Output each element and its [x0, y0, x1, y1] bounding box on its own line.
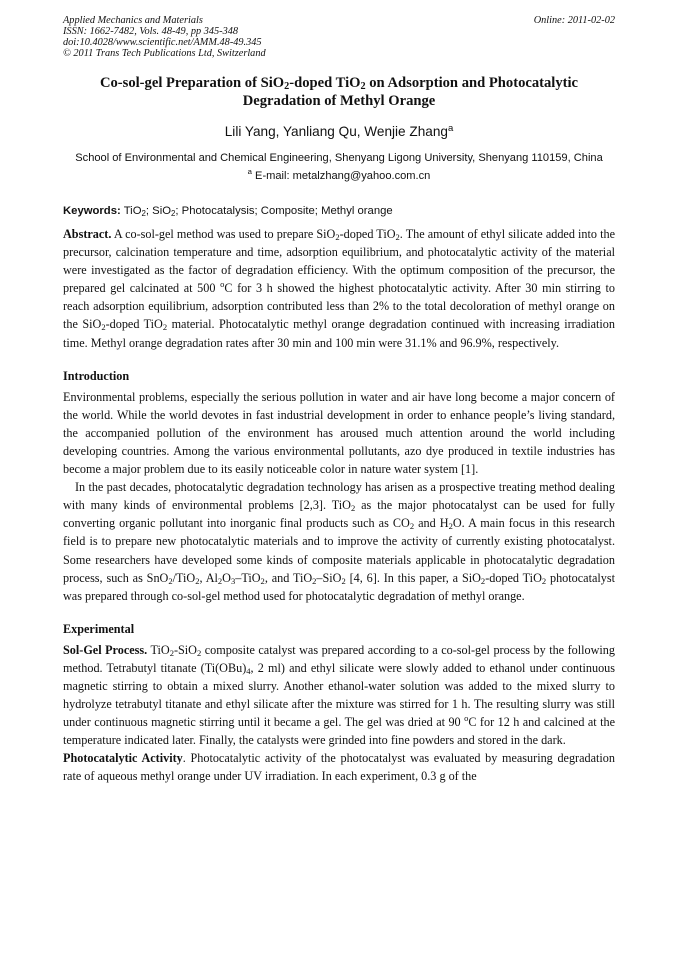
section-heading-experimental: Experimental	[63, 621, 135, 636]
affiliation-address: School of Environmental and Chemical Engineering, Shenyang Ligong University, Shenyang 110159, China	[75, 152, 603, 164]
doi-line: doi:10.4028/www.scientific.net/AMM.48-49.345	[63, 37, 262, 48]
copyright-line: © 2011 Trans Tech Publications Ltd, Switzerland	[63, 48, 266, 59]
abstract: Abstract. A co-sol-gel method was used to prepare SiO$_2$-doped TiO$_2$. The amount of ethyl silicate added into the precursor, calcination temperature and time, adsorption equilibrium, and photocatalytic activity of the material were investigated as the factor of degradation efficiency. With the optimum composition of the precursor, the prepared gel calcinated at 500 $^o$C for 3 h showed the highest photocatalytic activity. After 30 min stirring to reach adsorption equilibrium, adsorption contributed less than 2% to the total decoloration of methyl orange on the SiO$_2$-doped TiO$_2$ material. Photocatalytic methyl orange degradation continued with increasing irradiation time. Methyl orange degradation rates after 30 min and 100 min were 31.1% and 96.9%, respectively.	[63, 227, 615, 350]
section-heading-introduction: Introduction	[63, 368, 130, 383]
online-date: Online: 2011-02-02	[533, 15, 615, 26]
author-email: $^a$ E-mail: metalzhang@yahoo.com.cn	[247, 167, 431, 182]
intro-paragraph-1: Environmental problems, especially the serious pollution in water and air have long become a major concern of the world. While the world devotes in fast industrial development in order to enhance people’s living standard, the accompanied pollution of the environment has aroused much attention around the world including developing countries. Among the various environmental pollutants, azo dye produced in textile industries has become a major problem due to its easily noticeable color in nature water system [1].	[63, 389, 615, 477]
intro-paragraph-2: In the past decades, photocatalytic degradation technology has arisen as a prospective treating method dealing with many kinds of environmental problems [2,3]. TiO$_2$ as the major photocatalyst can be used for fully converting organic pollutant into inorganic final products such as $CO_2$ and $H_2O$. A main focus in this research field is to prepare new photocatalytic materials and to improve the activity of currently existing photocatalyst. Some researchers have developed some kinds of composite materials applicable in photocatalytic degradation process, such as SnO$_2$/TiO$_2$, $Al_2O_3-TiO_2$, and TiO$_2$–SiO$_2$ [4, 6]. In this paper, a SiO$_2$-doped TiO$_2$ photocatalyst was prepared through co-sol-gel method used for photocatalytic degradation of methyl orange.	[63, 480, 615, 603]
photocatalytic-activity-paragraph: Photocatalytic Activity. Photocatalytic activity of the photocatalyst was evaluated by measuring degradation rate of aqueous methyl orange under UV irradiation. In each experiment, 0.3 g of the	[63, 751, 615, 784]
affiliation	[63, 149, 615, 185]
paper-title: Co-sol-gel Preparation of SiO$_2$-doped TiO$_2$ on Adsorption and Photocatalytic Degradation of Methyl Orange	[99, 75, 579, 109]
paper-page	[63, 15, 615, 786]
journal-name: Applied Mechanics and Materials	[63, 15, 203, 26]
author-list: Lili Yang, Yanliang Qu, Wenjie Zhang$^a$	[224, 123, 454, 139]
running-header	[63, 15, 615, 59]
sol-gel-paragraph: Sol-Gel Process. TiO$_2$-SiO$_2$ composite catalyst was prepared according to a co-sol-gel process by the following method. Tetrabutyl titanate ($Ti(OBu)_4$, 2 ml) and ethyl silicate were slowly added to ethanol under continuous magnetic stirring to obtain a mixed slurry. Another ethanol-water solution was added to the mixed slurry to hydrolyze tetrabutyl titanate and ethyl silicate after the mixture was stirred for 1 h. The resulting slurry was still under continuous magnetic stirring until it became a gel. The gel was dried at 90 $^o$C for 12 h and calcined at the temperature indicated later. Finally, the catalysts were grinded into fine powders and stored in the dark.	[63, 642, 616, 748]
keywords: Keywords: TiO$_2$; SiO$_2$; Photocatalysis; Composite; Methyl orange	[63, 205, 393, 218]
issn-line: ISSN: 1662-7482, Vols. 48-49, pp 345-348	[63, 26, 239, 37]
